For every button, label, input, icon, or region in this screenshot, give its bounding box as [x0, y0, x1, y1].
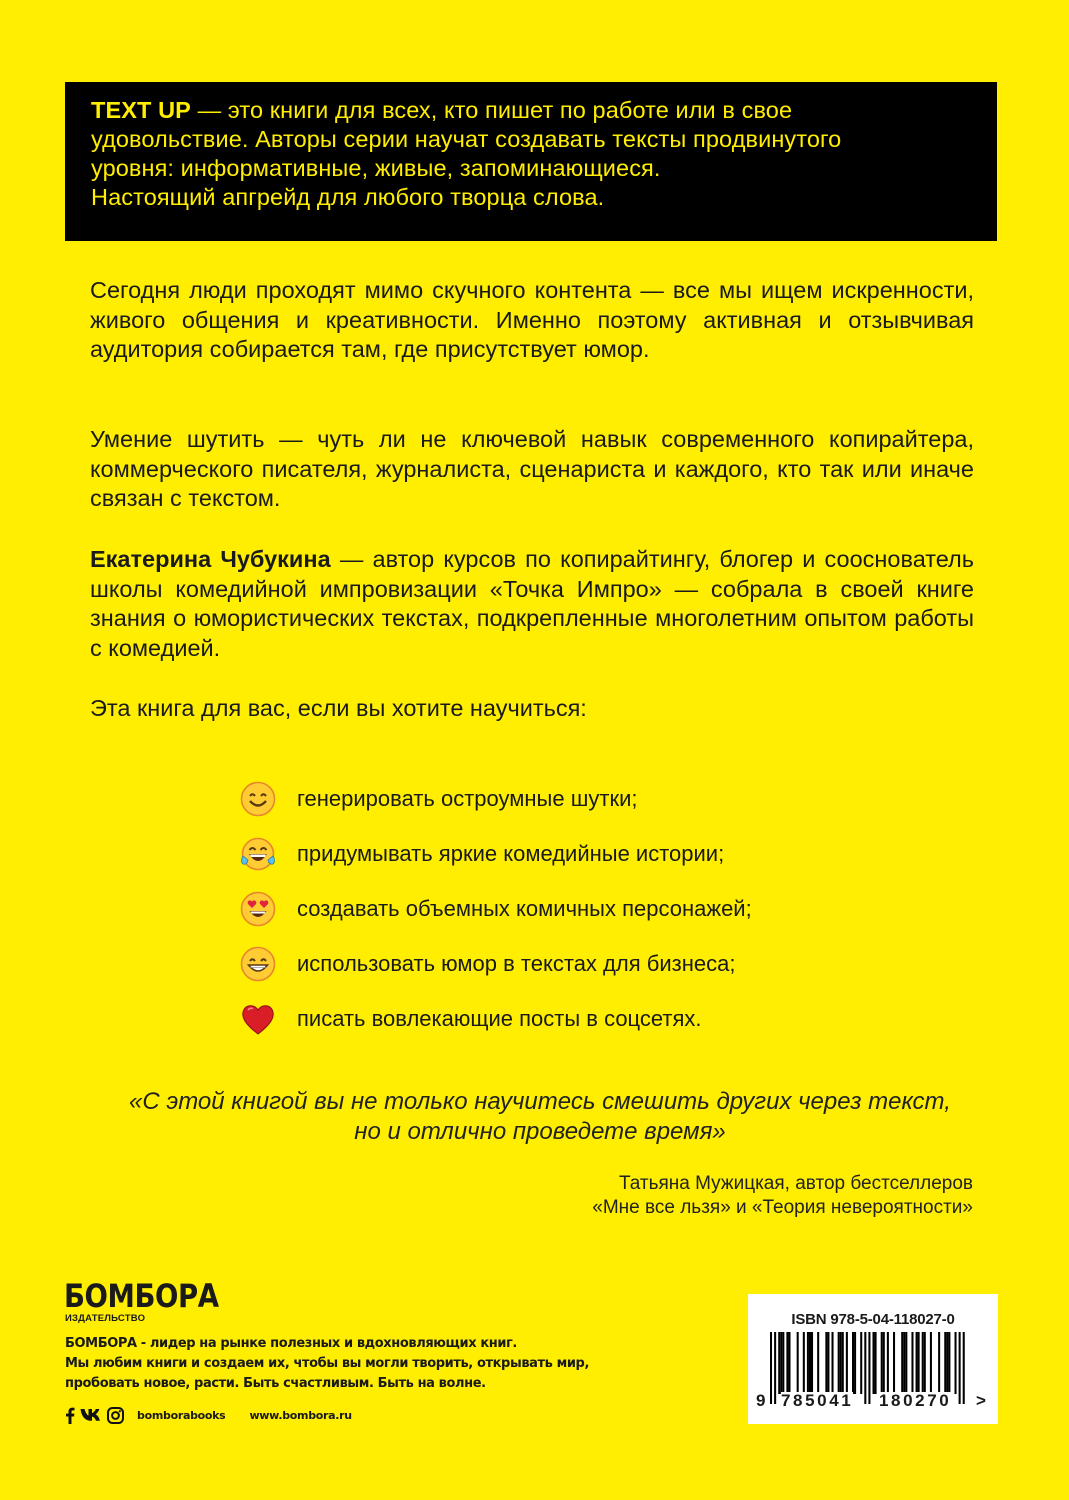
author-paragraph [90, 545, 974, 663]
list-intro: Эта книга для вас, если вы хотите научиться: [90, 695, 587, 721]
barcode-bar [864, 1332, 866, 1404]
barcode-bar [893, 1332, 895, 1394]
publisher-description [65, 1334, 589, 1394]
barcode-bar [786, 1332, 788, 1394]
isbn-digit-group-2: 180270 [879, 1391, 952, 1410]
publisher-line: пробовать новое, расти. Быть счастливым. Быть на волне. [65, 1376, 486, 1391]
barcode-bar [846, 1332, 848, 1394]
list-item [240, 881, 752, 936]
quote-line: «С этой книгой вы не только научитесь смешить других через текст, [129, 1088, 951, 1115]
instagram-icon[interactable] [107, 1407, 124, 1424]
skill-text: придумывать яркие комедийные истории; [297, 840, 725, 866]
author-name: Екатерина Чубукина [90, 546, 331, 572]
publisher-line: Мы любим книги и создаем их, чтобы вы могли творить, открывать мир, [65, 1356, 589, 1371]
series-line-1: — это книги для всех, кто пишет по работе или в свое [197, 97, 793, 123]
barcode-bar [901, 1332, 903, 1394]
barcode-bar [868, 1332, 870, 1404]
barcode-bar [883, 1332, 885, 1394]
publisher-logo: БОМБОРА [64, 1277, 219, 1315]
barcode-bar [854, 1332, 856, 1394]
list-item [240, 771, 752, 826]
isbn-first-digit: 9 [756, 1391, 769, 1410]
list-item [240, 991, 752, 1046]
attribution-line: «Мне все льзя» и «Теория невероятности» [592, 1197, 973, 1218]
attribution-line: Татьяна Мужицкая, автор бестселлеров [618, 1173, 973, 1194]
social-links [65, 1405, 352, 1425]
intro-paragraph: Сегодня люди проходят мимо скучного контента — все мы ищем искренности, живого общения и креативности. Именно поэтому активная и отзывчивая аудитория собирается там, где присутствует юмор. [90, 277, 974, 362]
barcode-bar [770, 1332, 772, 1404]
red-heart-icon [240, 1001, 276, 1037]
series-description-box [65, 82, 997, 241]
barcode-bar [959, 1332, 961, 1404]
barcode-bar [905, 1332, 907, 1394]
barcode-bar [881, 1332, 883, 1394]
barcode-bar [924, 1332, 926, 1394]
barcode-bar [807, 1332, 809, 1394]
barcode-bar [918, 1332, 920, 1394]
barcode-bar [842, 1332, 844, 1394]
isbn-digit-group-1: 785041 [781, 1391, 854, 1410]
barcode-bar [948, 1332, 950, 1394]
publisher-website-link[interactable]: www.bombora.ru [249, 1408, 352, 1422]
barcode-bar [955, 1332, 957, 1394]
list-item [240, 936, 752, 991]
barcode-bar [963, 1332, 965, 1404]
barcode-bar [944, 1332, 946, 1394]
skills-list [240, 771, 752, 1046]
skill-text: использовать юмор в текстах для бизнеса; [297, 950, 736, 976]
facebook-icon[interactable] [65, 1407, 75, 1424]
barcode-bar [782, 1332, 784, 1394]
barcode-bar [875, 1332, 877, 1394]
tears-of-joy-face-icon [240, 836, 276, 872]
heart-eyes-face-icon [240, 891, 276, 927]
barcode-bar [811, 1332, 813, 1394]
barcode-bar [930, 1332, 932, 1394]
barcode-bar [817, 1332, 819, 1394]
isbn-quiet-zone-mark: > [976, 1391, 989, 1410]
barcode-bar [838, 1332, 840, 1394]
series-brand: TEXT UP [91, 97, 191, 123]
series-description-line: удовольствие. Авторы серии научат создавать тексты продвинутого [91, 126, 842, 152]
skill-text: генерировать остроумные шутки; [297, 785, 638, 811]
vk-icon[interactable] [80, 1408, 102, 1422]
isbn-label: ISBN 978-5-04-118027-0 [791, 1311, 955, 1328]
quote-attribution [592, 1172, 973, 1220]
barcode-bar [803, 1332, 805, 1394]
barcode-bar [938, 1332, 940, 1394]
barcode-bar [860, 1332, 862, 1394]
social-handle[interactable]: bomborabooks [137, 1408, 226, 1422]
skill-text: писать вовлекающие посты в соцсетях. [297, 1005, 702, 1031]
skill-paragraph: Умение шутить — чуть ли не ключевой навык современного копирайтера, коммерческого писателя, журналиста, сценариста и каждого, кто так или иначе связан с текстом. [90, 426, 974, 511]
isbn-barcode-box [748, 1294, 998, 1424]
barcode-bar [946, 1332, 948, 1394]
testimonial-quote [80, 1087, 1000, 1147]
barcode-bar [903, 1332, 905, 1394]
barcode-bar [809, 1332, 811, 1394]
barcode-bar [852, 1332, 854, 1394]
barcode-bar [911, 1332, 913, 1394]
barcode-bar [780, 1332, 782, 1394]
author-bio: — автор курсов по копирайтингу, блогер и сооснователь школы комедийной импровизации «Точка Импро» — собрала в своей книге знания о юмористических текстах, подкрепленные многолетним опытом работы с комедией. [90, 546, 974, 661]
publisher-logo-subtitle: ИЗДАТЕЛЬСТВО [65, 1313, 146, 1324]
barcode-bar [922, 1332, 924, 1394]
barcode-bar [825, 1332, 827, 1394]
smiling-face-icon [240, 781, 276, 817]
skill-text: создавать объемных комичных персонажей; [297, 895, 752, 921]
quote-line: но и отлично проведете время» [354, 1118, 726, 1145]
barcode-bar [774, 1332, 776, 1404]
series-description-line: Настоящий апгрейд для любого творца слова. [91, 184, 605, 210]
list-item [240, 826, 752, 881]
barcode-bar [887, 1332, 889, 1394]
barcode-bar [827, 1332, 829, 1394]
barcode-bar [797, 1332, 799, 1394]
publisher-line: БОМБОРА - лидер на рынке полезных и вдохновляющих книг. [65, 1336, 517, 1351]
series-description-line [91, 96, 971, 125]
barcode-bar [840, 1332, 842, 1394]
barcode-bar [788, 1332, 790, 1394]
barcode-bar [916, 1332, 918, 1394]
barcode-bar [778, 1332, 780, 1394]
barcode-bar [873, 1332, 875, 1394]
series-description-line: уровня: информативные, живые, запоминающиеся. [91, 155, 661, 181]
grinning-face-icon [240, 946, 276, 982]
barcode-bar [832, 1332, 834, 1394]
